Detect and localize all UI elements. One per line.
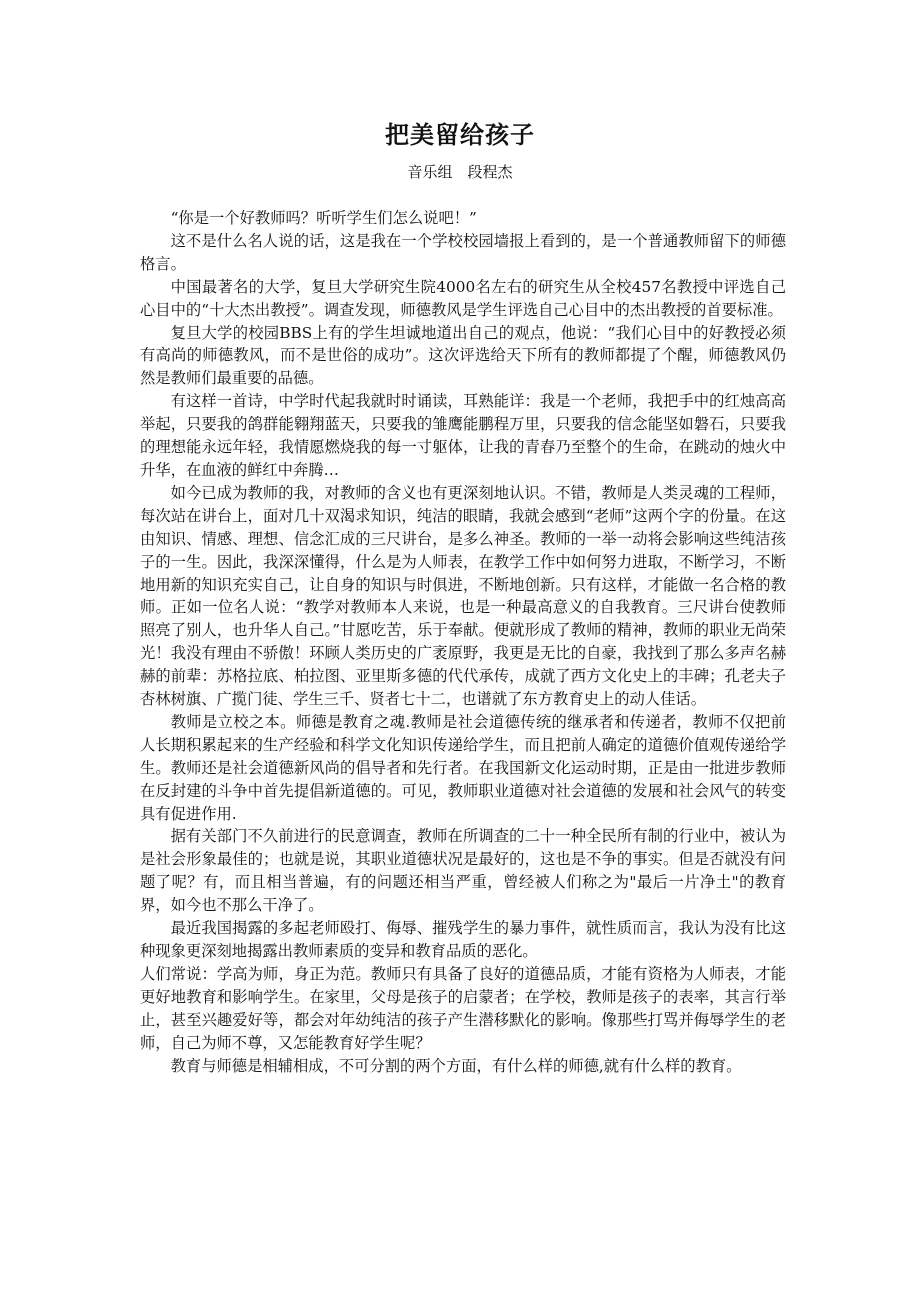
paragraph: 最近我国揭露的多起老师殴打、侮辱、摧残学生的暴力事件，就性质而言，我认为没有比这种现象更深刻地揭露出教师素质的变异和教育品质的恶化。	[140, 919, 786, 960]
paragraph: 人们常说：学高为师，身正为范。教师只有具备了良好的道德品质，才能有资格为人师表，才能更好地教育和影响学生。在家里，父母是孩子的启蒙者；在学校，教师是孩子的表率，其言行举止，甚至兴趣爱好等，都会对年幼纯洁的孩子产生潜移默化的影响。像那些打骂并侮辱学生的老师，自己为师不尊，又怎能教育好学生呢？	[140, 964, 786, 1052]
paragraph: 中国最著名的大学，复旦大学研究生院4000名左右的研究生从全校457名教授中评选自己心目中的“十大杰出教授”。调查发现，师德教风是学生评选自己心目中的杰出教授的首要标准。	[140, 277, 786, 319]
document-title: 把美留给孩子	[385, 120, 535, 149]
paragraph: 据有关部门不久前进行的民意调查，教师在所调查的二十一种全民所有制的行业中，被认为是社会形象最佳的；也就是说，其职业道德状况是最好的，这也是不争的事实。但是否就没有问题了呢？有，而且相当普遍，有的问题还相当严重，曾经被人们称之为"最后一片净土"的教育界，如今也不那么干净了。	[140, 827, 786, 915]
paragraph: 这不是什么名人说的话，这是我在一个学校校园墙报上看到的，是一个普通教师留下的师德格言。	[140, 231, 786, 273]
document-body	[140, 207, 786, 1077]
paragraph: 如今已成为教师的我，对教师的含义也有更深刻地认识。不错，教师是人类灵魂的工程师，每次站在讲台上，面对几十双渴求知识，纯洁的眼睛，我就会感到“老师”这两个字的份量。在这由知识、情感、理想、信念汇成的三尺讲台，是多么神圣。教师的一举一动将会影响这些纯洁孩子的一生。因此，我深深懂得，什么是为人师表，在教学工作中如何努力进取，不断学习，不断地用新的知识充实自己，让自身的知识与时俱进，不断地创新。只有这样，才能做一名合格的教师。正如一位名人说：“教学对教师本人来说，也是一种最高意义的自我教育。三尺讲台使教师照亮了别人，也升华人自己。”甘愿吃苦，乐于奉献。便就形成了教师的精神，教师的职业无尚荣光！我没有理由不骄傲！环顾人类历史的广袤原野，我更是无比的自豪，我找到了那么多声名赫赫的前辈：苏格拉底、柏拉图、亚里斯多德的代代承传，成就了西方文化史上的丰碑；孔老夫子杏林树旗、广揽门徒、学生三千、贤者七十二，也谱就了东方教育史上的动人佳话。	[140, 483, 786, 709]
author-byline: 音乐组 段程杰	[407, 163, 513, 181]
paragraph: 教师是立校之本。师德是教育之魂.教师是社会道德传统的继承者和传递者，教师不仅把前人长期积累起来的生产经验和科学文化知识传递给学生，而且把前人确定的道德价值观传递给学生。教师还是社会道德新风尚的倡导者和先行者。在我国新文化运动时期，正是由一批进步教师在反封建的斗争中首先提倡新道德的。可见，教师职业道德对社会道德的发展和社会风气的转变具有促进作用.	[140, 712, 786, 823]
paragraph: “你是一个好教师吗？听听学生们怎么说吧！”	[170, 209, 477, 227]
paragraph: 复旦大学的校园BBS上有的学生坦诚地道出自己的观点，他说：“我们心目中的好教授必须有高尚的师德教风，而不是世俗的成功”。这次评选给天下所有的教师都提了个醒，师德教风仍然是教师们最重要的品德。	[140, 323, 786, 388]
paragraph: 有这样一首诗，中学时代起我就时时诵读，耳熟能详：我是一个老师，我把手中的红烛高高举起，只要我的鸽群能翱翔蓝天，只要我的雏鹰能鹏程万里，只要我的信念能坚如磐石，只要我的理想能永远年轻，我情愿燃烧我的每一寸躯体，让我的青春乃至整个的生命，在跳动的烛火中升华，在血液的鲜红中奔腾…	[140, 392, 786, 479]
paragraph: 教育与师德是相辅相成，不可分割的两个方面，有什么样的师德,就有什么样的教育。	[170, 1056, 742, 1075]
